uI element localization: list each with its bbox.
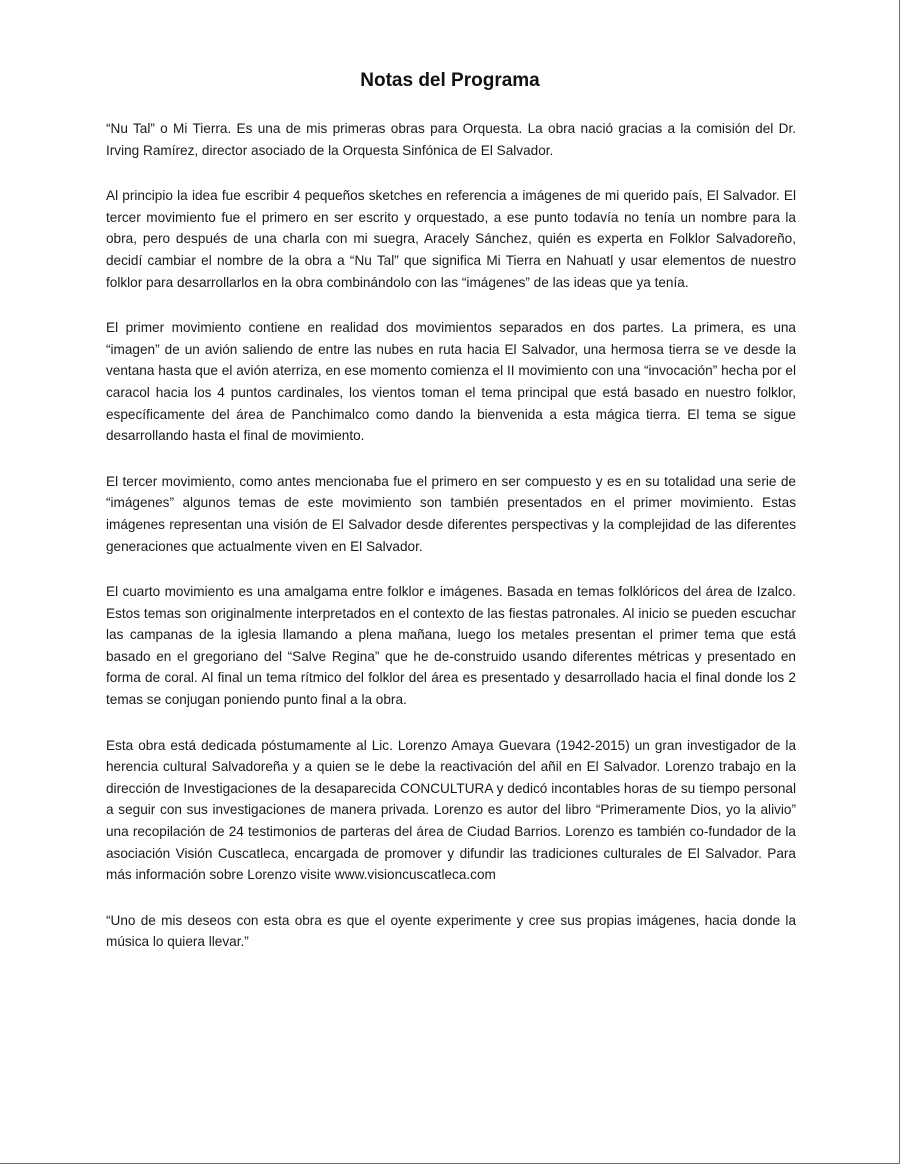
paragraph-fourth-movement: El cuarto movimiento es una amalgama entre folklor e imágenes. Basada en temas folklóricos del área de Izalco. Estos temas son originalmente interpretados en el contexto de las fiestas patronales. Al inicio se pueden escuchar las campanas de la iglesia llamando a plena mañana, luego los metales presentan el primer tema que está basado en el gregoriano del “Salve Regina” que he de-construido usando diferentes métricas y presentado en forma de coral. Al final un tema rítmico del folklor del área es presentado y desarrollado hacia el final donde los 2 temas se conjugan poniendo punto final a la obra.: [106, 584, 796, 708]
paragraph-intro: “Nu Tal” o Mi Tierra. Es una de mis primeras obras para Orquesta. La obra nació gracias a la comisión del Dr. Irving Ramírez, director asociado de la Orquesta Sinfónica de El Salvador.: [106, 121, 796, 158]
paragraph-closing-quote: “Uno de mis deseos con esta obra es que el oyente experimente y cree sus propias imágenes, hacia donde la música lo quiera llevar.”: [106, 912, 796, 950]
paragraph-first-movement: El primer movimiento contiene en realidad dos movimientos separados en dos partes. La primera, es una “imagen” de un avión saliendo de entre las nubes en ruta hacia El Salvador, una hermosa tierra se ve desde la ventana hasta que el avión aterriza, en ese momento comienza el II movimiento con una “invocación” hecha por el caracol hacia los 4 puntos cardinales, los vientos toman el tema principal que está basado en nuestro folklor, específicamente del área de Panchimalco como dando la bienvenida a esta mágica tierra. El tema se sigue desarrollando hasta el final de movimiento.: [106, 320, 796, 444]
paragraph-dedication: Esta obra está dedicada póstumamente al Lic. Lorenzo Amaya Guevara (1942-2015) un gran investigador de la herencia cultural Salvadoreña y a quien se le debe la reactivación del añil en El Salvador. Lorenzo trabajo en la dirección de Investigaciones de la desaparecida CONCULTURA y dedicó incontables horas de su tiempo personal a seguir con sus investigaciones de manera privada. Lorenzo es autor del libro “Primeramente Dios, yo la alivio” una recopilación de 24 testimonios de parteras del área de Ciudad Barrios. Lorenzo es también co-fundador de la asociación Visión Cuscatleca, encargada de promover y difundir las tradiciones culturales de El Salvador. Para más información sobre Lorenzo visite www.visioncuscatleca.com: [106, 737, 796, 883]
paragraph-origin: Al principio la idea fue escribir 4 pequeños sketches en referencia a imágenes de mi querido país, El Salvador. El tercer movimiento fue el primero en ser escrito y orquestado, a ese punto todavía no tenía un nombre para la obra, pero después de una charla con mi suegra, Aracely Sánchez, quién es experta en Folklor Salvadoreño, decidí cambiar el nombre de la obra a “Nu Tal” que significa Mi Tierra en Nahuatl y usar elementos de nuestro folklor para desarrollarlos en la obra combinándolo con las “imágenes” de las ideas que ya tenía.: [106, 188, 796, 290]
page-title: Notas del Programa: [360, 70, 540, 91]
document-body: [106, 118, 796, 977]
paragraph-third-movement: El tercer movimiento, como antes mencionaba fue el primero en ser compuesto y es en su totalidad una serie de “imágenes” algunos temas de este movimiento son también presentados en el primer movimiento. Estas imágenes representan una visión de El Salvador desde diferentes perspectivas y la complejidad de las diferentes generaciones que actualmente viven en El Salvador.: [106, 473, 796, 554]
